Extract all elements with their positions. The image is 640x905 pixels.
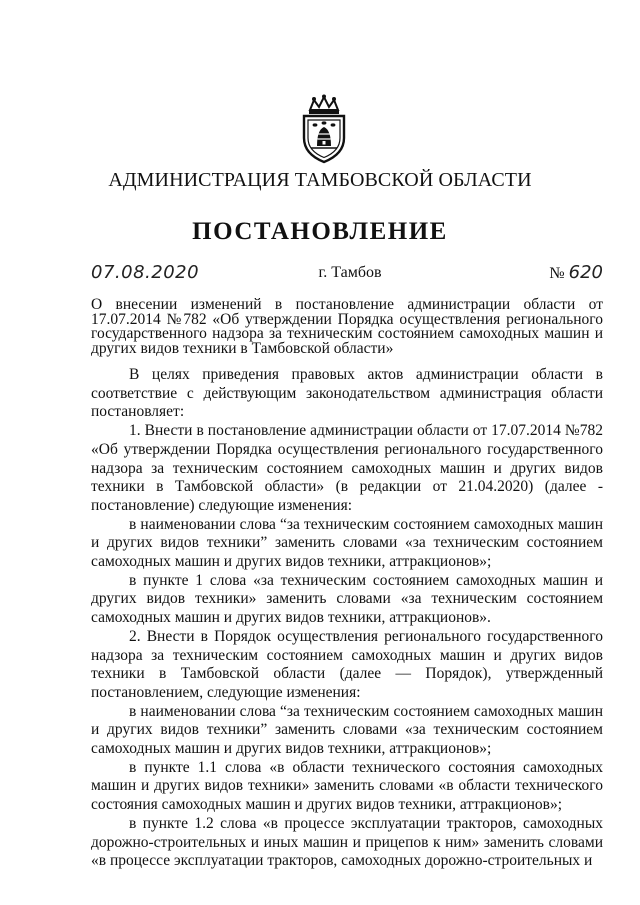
document-meta	[91, 264, 609, 286]
coat-of-arms-icon	[296, 94, 352, 164]
paragraph-item-1: 1. Внести в постановление администрации области от 17.07.2014 №782 «Об утверждении Порядка осуществления регионального государственного надзора за техническим состоянием самоходных машин и других видов техники в Тамбовской области» (в редакции от 21.04.2020) (далее - постановление) следующие изменения:	[91, 422, 603, 514]
number-prefix: №	[549, 265, 565, 282]
document-date: 07.08.2020	[91, 262, 200, 283]
paragraph-item-2-b: в пункте 1.1 слова «в области технического состояния самоходных машин и других видов техники» заменить словами «в области технического состояния самоходных машин и других видов техники, аттракционов»;	[91, 758, 603, 814]
paragraph-preamble: В целях приведения правовых актов администрации области в соответствие с действующим законодательством администрация области постановляет:	[91, 366, 603, 421]
document-body	[91, 366, 603, 871]
paragraph-item-2-a: в наименовании слова “за техническим состоянием самоходных машин и других видов техники” заменить словами «за техническим состоянием самоходных машин и других видов техники, аттракционов»;	[91, 702, 603, 758]
document-type: ПОСТАНОВЛЕНИЕ	[192, 218, 448, 245]
document-number-block	[549, 262, 603, 283]
document-city: г. Тамбов	[318, 264, 382, 281]
paragraph-item-1-b: в пункте 1 слова «за техническим состоянием самоходных машин и других видов техники» заменить словами «за техническим состоянием самоходных машин и других видов техники, аттракционов».	[91, 571, 603, 627]
document-heading: О внесении изменений в постановление администрации области от 17.07.2014 №782 «Об утверждении Порядка осуществления регионального государственного надзора за техническим состоянием самоходных машин и других видов техники в Тамбовской области»	[91, 296, 603, 357]
document-number: 620	[568, 262, 603, 283]
organization-title: АДМИНИСТРАЦИЯ ТАМБОВСКОЙ ОБЛАСТИ	[108, 169, 532, 191]
paragraph-item-2: 2. Внести в Порядок осуществления регионального государственного надзора за техническим состоянием самоходных машин и других видов техники в Тамбовской области (далее — Порядок), утвержденный постановлением, следующие изменения:	[91, 627, 603, 701]
paragraph-item-2-c: в пункте 1.2 слова «в процессе эксплуатации тракторов, самоходных дорожно-строительных и иных машин и прицепов к ним» заменить словами «в процессе эксплуатации тракторов, самоходных дорожно-строительных и	[91, 814, 603, 870]
paragraph-item-1-a: в наименовании слова “за техническим состоянием самоходных машин и других видов техники” заменить словами «за техническим состоянием самоходных машин и других видов техники, аттракционов»;	[91, 515, 603, 571]
